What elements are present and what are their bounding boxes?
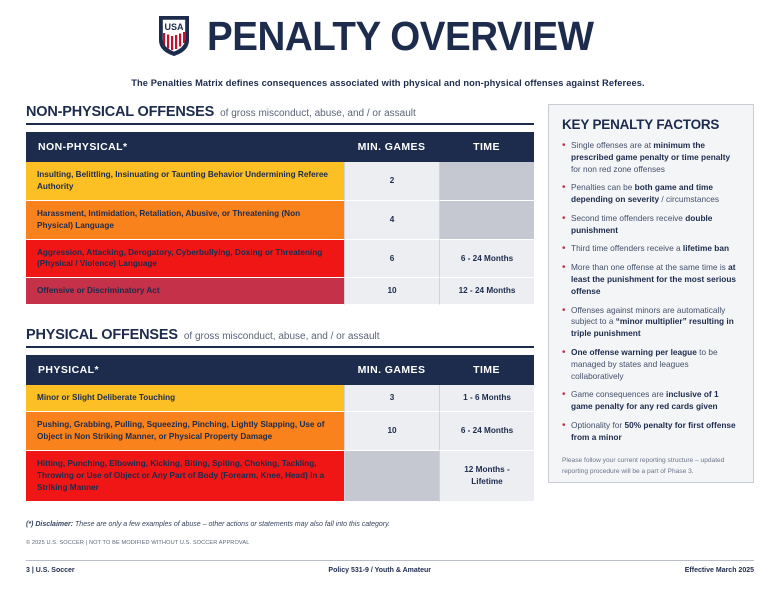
offense-label: Offensive or Discriminatory Act — [26, 278, 344, 305]
footer-left: 3 | U.S. Soccer — [26, 567, 75, 574]
time-value: 1 - 6 Months — [439, 385, 534, 412]
min-games-value: 6 — [344, 240, 439, 279]
time-value — [439, 162, 534, 201]
footer-policy: Policy 531-9 / Youth & Amateur — [328, 567, 431, 574]
nonphysical-table-body — [26, 162, 534, 305]
min-games-value: 10 — [344, 412, 439, 451]
nonphysical-section-subtitle: of gross misconduct, abuse, and / or assault — [220, 108, 416, 119]
page-subtitle: The Penalties Matrix defines consequences associated with physical and non-physical offenses against Referees. — [131, 78, 645, 88]
us-soccer-crest-icon — [157, 14, 191, 58]
min-games-value: 2 — [344, 162, 439, 201]
key-factors-column — [548, 104, 754, 483]
list-item: • Game consequences are inclusive of 1 game penalty for any red cards given — [562, 389, 740, 413]
list-item: • Offenses against minors are automatically subject to a “minor multiplier” resulting in triple punishment — [562, 305, 740, 340]
min-games-value — [344, 451, 439, 502]
table-header-row — [26, 132, 534, 162]
physical-section-subtitle: of gross misconduct, abuse, and / or assault — [183, 331, 380, 343]
time-value: 12 Months - Lifetime — [439, 451, 534, 502]
physical-section-heading — [26, 327, 534, 348]
page-header — [0, 0, 776, 58]
nonphysical-offenses-table — [26, 132, 534, 305]
table-row — [26, 240, 534, 279]
table-row — [26, 385, 534, 412]
physical-section-title: PHYSICAL OFFENSES — [26, 327, 178, 344]
nonphysical-section-heading — [26, 104, 534, 125]
list-item: • Second time offenders receive double punishment — [562, 213, 740, 237]
column-header-time: TIME — [439, 355, 534, 385]
time-value: 6 - 24 Months — [439, 240, 534, 279]
footer-effective-date: Effective March 2025 — [684, 567, 754, 574]
key-panel-title: KEY PENALTY FACTORS — [562, 117, 720, 132]
table-row — [26, 278, 534, 305]
table-row — [26, 451, 534, 502]
key-penalty-factors-panel — [548, 104, 754, 483]
list-item: • Optionality for 50% penalty for first offense from a minor — [562, 420, 740, 444]
nonphysical-section-title: NON-PHYSICAL OFFENSES — [26, 104, 215, 120]
time-value — [439, 201, 534, 240]
min-games-value: 4 — [344, 201, 439, 240]
column-header-min-games: MIN. GAMES — [344, 132, 439, 162]
page-footer — [26, 560, 754, 574]
disclaimer-text — [26, 521, 390, 528]
column-header-time: TIME — [439, 132, 534, 162]
list-item: • One offense warning per league to be managed by states and leagues collaboratively — [562, 347, 740, 382]
copyright-text: © 2025 U.S. SOCCER | NOT TO BE MODIFIED WITHOUT U.S. SOCCER APPROVAL — [26, 540, 250, 546]
min-games-value: 10 — [344, 278, 439, 305]
content-area — [0, 88, 776, 502]
offense-label: Minor or Slight Deliberate Touching — [26, 385, 344, 412]
offense-label: Harassment, Intimidation, Retaliation, Abusive, or Threatening (Non Physical) Language — [26, 201, 344, 240]
tables-column — [26, 104, 534, 502]
offense-label: Aggression, Attacking, Derogatory, Cyberbullying, Doxing or Threatening (Physical / Violence) Language — [26, 240, 344, 279]
key-panel-note: Please follow your current reporting structure – updated reporting procedure will be a part of Phase 3. — [562, 457, 725, 475]
column-header-offense: PHYSICAL* — [26, 355, 344, 385]
table-header-row — [26, 355, 534, 385]
column-header-min-games: MIN. GAMES — [344, 355, 439, 385]
table-row — [26, 162, 534, 201]
table-row — [26, 201, 534, 240]
list-item: • Single offenses are at minimum the prescribed game penalty or time penalty for non red zone offenses — [562, 140, 740, 175]
table-row — [26, 412, 534, 451]
page-title: PENALTY OVERVIEW — [207, 12, 594, 59]
offense-label: Pushing, Grabbing, Pulling, Squeezing, Pinching, Lightly Slapping, Use of Object in Non Striking Manner, or Physical Property Damage — [26, 412, 344, 451]
physical-table-body — [26, 385, 534, 501]
time-value: 6 - 24 Months — [439, 412, 534, 451]
disclaimer-prefix: (*) Disclaimer: — [26, 521, 74, 528]
min-games-value: 3 — [344, 385, 439, 412]
list-item: • Third time offenders receive a lifetime ban — [562, 243, 740, 255]
list-item: • Penalties can be both game and time depending on severity / circumstances — [562, 182, 740, 206]
key-factors-list — [562, 140, 740, 443]
offense-label: Hitting, Punching, Elbowing, Kicking, Biting, Spiting, Choking, Tackling, Throwing or Use of Object or Any Part of Body (Forearm, Knee, Head) in a Striking Manner — [26, 451, 344, 502]
disclaimer-body: These are only a few examples of abuse – other actions or statements may also fall into this category. — [73, 521, 391, 528]
column-header-offense: NON-PHYSICAL* — [26, 132, 344, 162]
svg-text:USA: USA — [164, 22, 184, 32]
time-value: 12 - 24 Months — [439, 278, 534, 305]
list-item: • More than one offense at the same time is at least the punishment for the most serious offense — [562, 262, 740, 297]
offense-label: Insulting, Belittling, Insinuating or Taunting Behavior Undermining Referee Authority — [26, 162, 344, 201]
physical-offenses-table — [26, 355, 534, 501]
